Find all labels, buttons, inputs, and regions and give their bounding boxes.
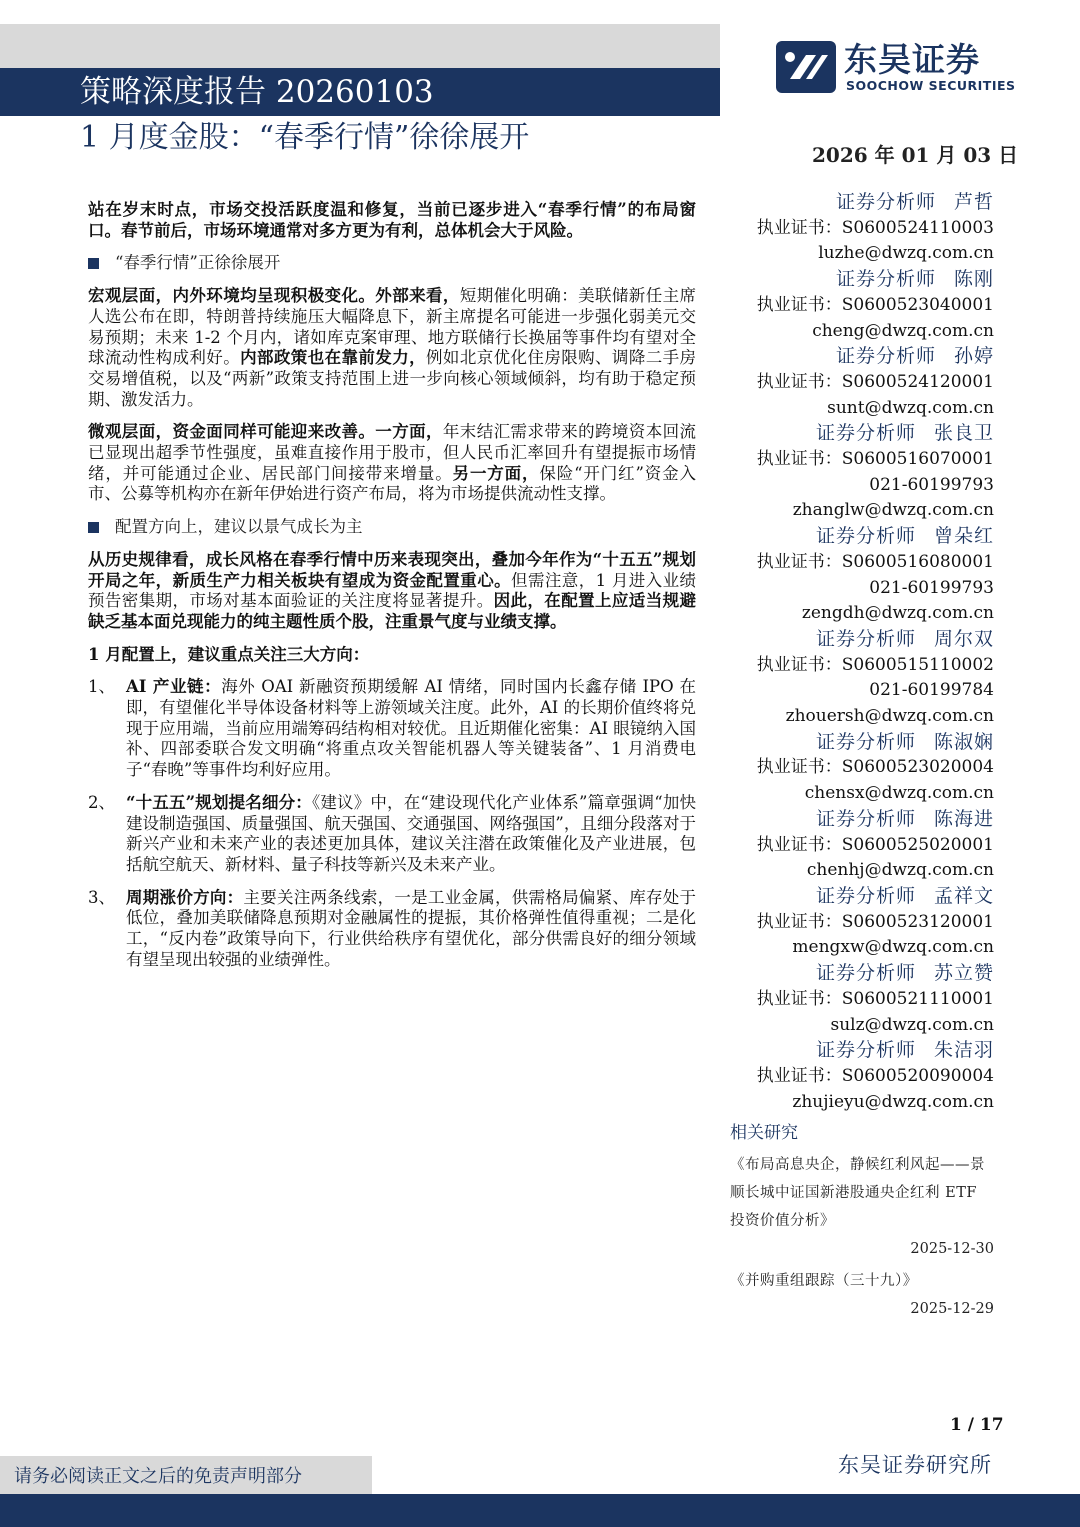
license-number: S0600524120001 <box>841 371 994 392</box>
section-heading-text: 配置方向上，建议以景气成长为主 <box>115 517 363 537</box>
direction-number: 3、 <box>88 887 115 907</box>
analyst-role: 证券分析师 <box>835 191 936 213</box>
micro-lead-2: 另一方面， <box>452 463 540 483</box>
analyst-email[interactable]: zengdh@dwzq.com.cn <box>801 603 994 624</box>
license-number: S0600523020004 <box>841 757 994 778</box>
analyst-role: 证券分析师 <box>815 1039 916 1062</box>
analyst-role: 证券分析师 <box>815 807 916 830</box>
allocation-text: 但需注意，1 月进入业绩预告密集期，市场对基本面验证的关注度将显著提升。 <box>88 570 697 611</box>
analyst-role: 证券分析师 <box>835 345 936 368</box>
direction-body <box>126 793 696 876</box>
analyst-card <box>742 421 994 524</box>
analyst-license <box>742 987 994 1013</box>
analyst-name-line <box>742 344 994 370</box>
header-gray-band <box>0 24 720 68</box>
macro-text-2: 例如北京优化住房限购、调降二手房交易增值税，以及“两新”政策支持范围上进一步向核心领域倾斜，均有助于稳定预期、激发活力。 <box>88 348 697 409</box>
analyst-phone: 021-60199793 <box>869 577 994 598</box>
direction-item <box>88 888 696 971</box>
analyst-name: 芦哲 <box>953 191 994 213</box>
direction-item <box>88 677 696 781</box>
analyst-license <box>742 755 994 781</box>
direction-number: 1、 <box>88 677 115 697</box>
main-content <box>88 200 696 983</box>
analyst-name: 曾朵红 <box>933 525 994 548</box>
license-label: 执业证书： <box>756 294 842 315</box>
direction-number: 2、 <box>88 792 115 812</box>
license-label: 执业证书： <box>756 217 842 238</box>
analyst-name-line <box>742 421 994 447</box>
analyst-license <box>742 910 994 936</box>
analyst-card <box>742 730 994 807</box>
related-date: 2025-12-30 <box>910 1241 994 1257</box>
related-item[interactable]: 《并购重组跟踪（三十九）》 <box>730 1273 918 1289</box>
analyst-license <box>742 216 994 242</box>
license-label: 执业证书： <box>756 911 842 932</box>
analyst-role: 证券分析师 <box>815 627 916 650</box>
analyst-role: 证券分析师 <box>815 422 916 445</box>
analyst-card <box>742 884 994 961</box>
bullet-square-icon <box>88 258 99 269</box>
report-date: 2026 年 01 月 03 日 <box>812 143 1019 167</box>
license-label: 执业证书： <box>756 834 842 855</box>
license-number: S0600524110003 <box>841 217 994 238</box>
analyst-email[interactable]: zhujieyu@dwzq.com.cn <box>792 1091 994 1112</box>
direction-item <box>88 793 696 876</box>
analyst-name-line <box>742 807 994 833</box>
analyst-card <box>742 961 994 1038</box>
analyst-list <box>742 190 994 1115</box>
analyst-role: 证券分析师 <box>835 268 936 291</box>
analyst-name-line <box>742 190 994 216</box>
analyst-name-line <box>742 524 994 550</box>
analyst-email[interactable]: chensx@dwzq.com.cn <box>804 783 994 804</box>
analyst-name-line <box>742 730 994 756</box>
license-label: 执业证书： <box>756 654 842 675</box>
analyst-role: 证券分析师 <box>815 525 916 548</box>
direction-text: 海外 OAI 新融资预期缓解 AI 情绪，同时国内长鑫存储 IPO 在即，有望催化半导体设备材料等上游领域关注度。此外，AI 的长期价值终将兑现于应用端，当前应用端筹码结构相对较优。且近期催化密集：AI 眼镜纳入国补、四部委联合发文明确“将重点攻关智能机器人等关键装备”、1 月消费电子“春晚”等事件均利好应用。 <box>126 677 696 780</box>
analyst-license <box>742 370 994 396</box>
section-heading-2 <box>88 517 696 538</box>
analyst-name: 孙婷 <box>953 345 994 368</box>
analyst-card <box>742 807 994 884</box>
bottom-bar <box>0 1494 1080 1527</box>
license-number: S0600521110001 <box>841 988 994 1009</box>
analyst-card <box>742 1038 994 1115</box>
related-title: 相关研究 <box>730 1123 798 1143</box>
direction-body <box>126 677 696 781</box>
license-number: S0600515110002 <box>841 654 994 675</box>
report-title: 1 月度金股：“春季行情”徐徐展开 <box>80 120 530 155</box>
analyst-name: 陈刚 <box>953 268 994 291</box>
micro-text-2: 保险“开门红”资金入市、公募等机构亦在新年伊始进行资产布局，将为市场提供流动性支撑。 <box>88 463 697 504</box>
section-heading-text: “春季行情”正徐徐展开 <box>115 253 281 273</box>
license-number: S0600520090004 <box>841 1065 994 1086</box>
analyst-email[interactable]: mengxw@dwzq.com.cn <box>792 937 994 958</box>
analyst-card <box>742 267 994 344</box>
analyst-role: 证券分析师 <box>815 730 916 753</box>
license-number: S0600523120001 <box>841 911 994 932</box>
analyst-email[interactable]: sulz@dwzq.com.cn <box>830 1014 994 1035</box>
allocation-bold: 从历史规律看，成长风格在春季行情中历来表现突出，叠加今年作为“十五五”规划开局之年，新质生产力相关板块有望成为资金配置重心。 <box>88 549 696 590</box>
license-label: 执业证书： <box>756 449 842 470</box>
soochow-logo-icon <box>776 41 836 93</box>
analyst-license <box>742 833 994 859</box>
direction-text: 主要关注两条线索，一是工业金属，供需格局偏紧、库存处于低位，叠加美联储降息预期对金融属性的提振，其价格弹性值得重视；二是化工，“反内卷”政策导向下，行业供给秩序有望优化，部分供需良好的细分领域有望呈现出较强的业绩弹性。 <box>126 887 697 969</box>
macro-lead-2: 内部政策也在靠前发力， <box>240 348 427 368</box>
license-number: S0600516080001 <box>841 551 994 572</box>
analyst-license <box>742 653 994 679</box>
analyst-name-line <box>742 267 994 293</box>
bullet-square-icon <box>88 522 99 533</box>
direction-head: AI 产业链： <box>126 677 222 697</box>
license-number: S0600516070001 <box>841 449 994 470</box>
intro-paragraph: 站在岁末时点，市场交投活跃度温和修复，当前已逐步进入“春季行情”的布局窗口。春节前后，市场环境通常对多方更为有利，总体机会大于风险。 <box>88 200 696 240</box>
analyst-phone: 021-60199793 <box>869 474 994 495</box>
analyst-name-line <box>742 1038 994 1064</box>
report-type: 策略深度报告 20260103 <box>80 74 434 110</box>
analyst-name: 朱洁羽 <box>933 1039 994 1062</box>
license-label: 执业证书： <box>756 371 842 392</box>
analyst-name: 陈淑娴 <box>933 730 994 753</box>
micro-paragraph <box>88 422 696 505</box>
analyst-email[interactable]: zhouersh@dwzq.com.cn <box>785 706 994 727</box>
analyst-license <box>742 447 994 473</box>
macro-paragraph <box>88 286 696 410</box>
institute-name: 东吴证券研究所 <box>838 1453 992 1477</box>
company-logo <box>776 38 1016 98</box>
related-item[interactable]: 《布局高息央企，静候红利风起——景顺长城中证国新港股通央企红利 ETF 投资价值分析》 <box>730 1157 985 1229</box>
micro-text: 年末结汇需求带来的跨境资本回流已显现出超季节性强度，虽难直接作用于股市，但人民币汇率回升有望提振市场情绪，并可能通过企业、居民部门间接带来增量。 <box>88 422 697 483</box>
analyst-email[interactable]: luzhe@dwzq.com.cn <box>818 243 994 264</box>
direction-body <box>126 888 696 971</box>
license-label: 执业证书： <box>756 1065 842 1086</box>
analyst-name: 张良卫 <box>933 422 994 445</box>
license-label: 执业证书： <box>756 551 842 572</box>
license-number: S0600523040001 <box>841 294 994 315</box>
analyst-license <box>742 1064 994 1090</box>
disclaimer-band <box>0 1456 372 1494</box>
direction-text: 《建议》中，在“建设现代化产业体系”篇章强调“加快建设制造强国、质量强国、航天强国、交通强国、网络强国”，且细分段落对于新兴产业和未来产业的表述更加具体，建议关注潜在政策催化及产业进展，包括航空航天、新材料、量子科技等新兴及未来产业。 <box>126 792 696 874</box>
macro-lead: 宏观层面，内外环境均呈现积极变化。外部来看， <box>88 286 460 306</box>
allocation-paragraph <box>88 550 696 633</box>
analyst-role: 证券分析师 <box>815 884 916 907</box>
analyst-name: 周尔双 <box>933 627 994 650</box>
analyst-license <box>742 550 994 576</box>
analyst-email[interactable]: cheng@dwzq.com.cn <box>812 320 994 341</box>
analyst-name-line <box>742 627 994 653</box>
analyst-card <box>742 190 994 267</box>
disclaimer-text: 请务必阅读正文之后的免责声明部分 <box>14 1466 302 1487</box>
analyst-name: 陈海进 <box>933 807 994 830</box>
related-research <box>730 1118 994 1327</box>
analyst-card <box>742 524 994 627</box>
analyst-license <box>742 293 994 319</box>
micro-lead: 微观层面，资金面同样可能迎来改善。一方面， <box>88 422 443 442</box>
macro-text: 短期催化明确：美联储新任主席人选公布在即，特朗普持续施压大幅降息下，新主席提名可能进一步强化弱美元交易预期；未来 1-2 个月内，诸如库克案审理、地方联储行长换届等事件均有望对全球流动性构成利好。 <box>88 286 697 368</box>
analyst-phone: 021-60199784 <box>869 680 994 701</box>
analyst-name-line <box>742 961 994 987</box>
analyst-email[interactable]: chenhj@dwzq.com.cn <box>806 860 994 881</box>
analyst-card <box>742 627 994 730</box>
analyst-name-line <box>742 884 994 910</box>
analyst-card <box>742 344 994 421</box>
license-label: 执业证书： <box>756 757 842 778</box>
analyst-email[interactable]: sunt@dwzq.com.cn <box>827 397 994 418</box>
related-date: 2025-12-29 <box>910 1301 994 1317</box>
directions-lead: 1 月配置上，建议重点关注三大方向： <box>88 644 370 664</box>
direction-head: 周期涨价方向： <box>126 887 244 907</box>
license-number: S0600525020001 <box>841 834 994 855</box>
analyst-role: 证券分析师 <box>815 962 916 985</box>
logo-text-en: SOOCHOW SECURITIES <box>846 78 1016 93</box>
analyst-name: 孟祥文 <box>933 884 994 907</box>
direction-head: “十五五”规划提名细分： <box>126 792 312 812</box>
section-heading-1 <box>88 253 696 274</box>
page-number: 1 / 17 <box>950 1415 1004 1435</box>
license-label: 执业证书： <box>756 988 842 1009</box>
allocation-bold-2: 因此，在配置上应适当规避缺乏基本面兑现能力的纯主题性质个股，注重景气度与业绩支撑。 <box>88 591 697 631</box>
analyst-name: 苏立赞 <box>933 962 994 985</box>
logo-text-cn: 东吴证券 <box>844 40 980 79</box>
analyst-email[interactable]: zhanglw@dwzq.com.cn <box>792 500 994 521</box>
